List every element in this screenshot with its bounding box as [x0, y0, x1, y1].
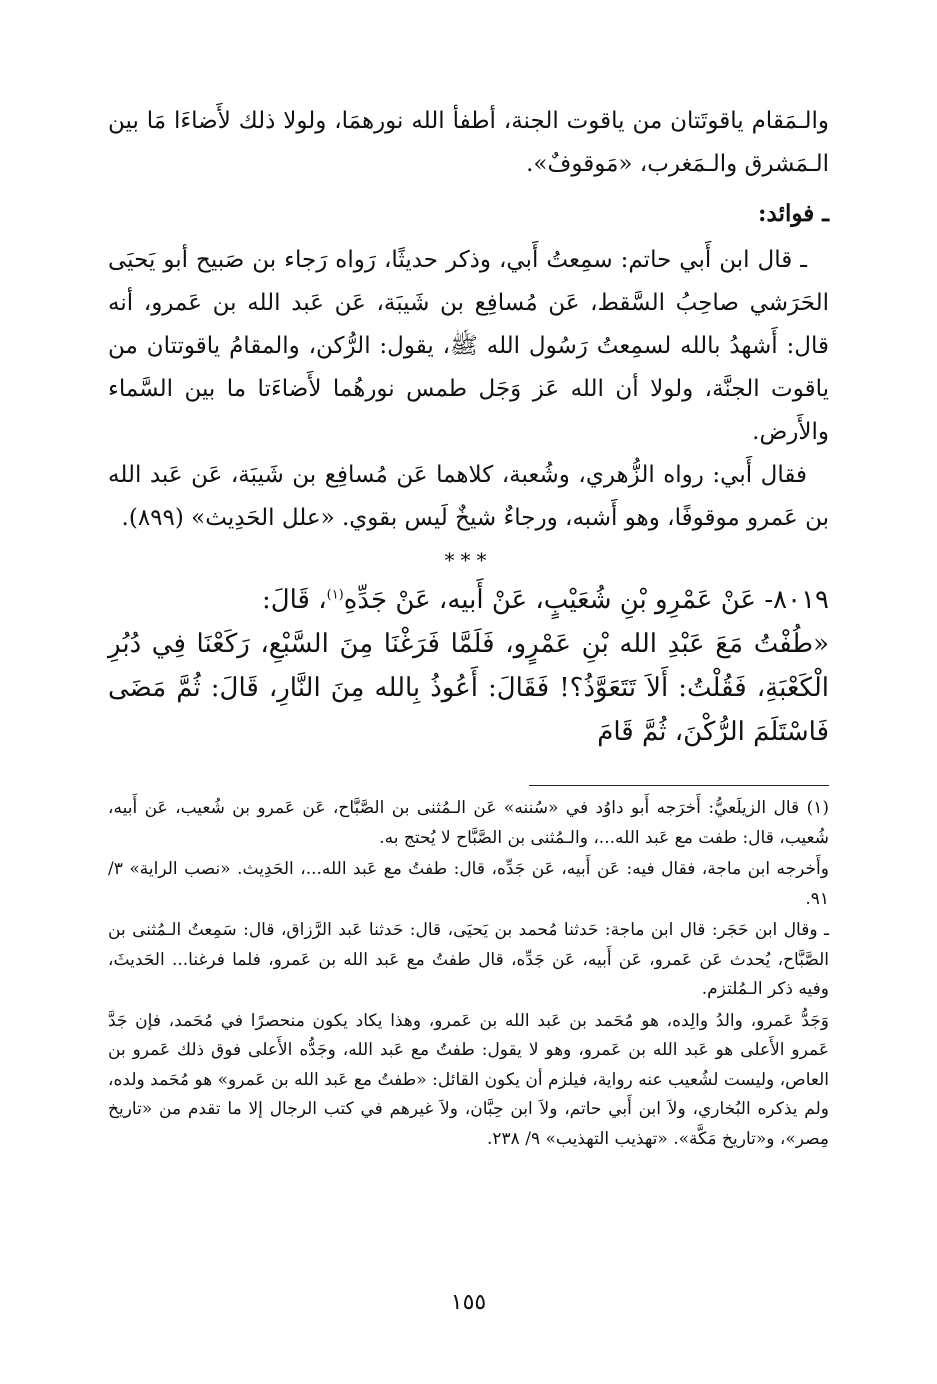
section-heading: ـ فوائد: — [758, 200, 829, 227]
hadith-8019 — [108, 578, 829, 622]
page-number: ١٥٥ — [450, 1290, 487, 1315]
paragraph-abi-comment: فقال أَبي: رواه الزُّهري، وشُعبة، كلاهما عَن مُسافِع بن شَيبَة، عَن عَبد الله بن عَمرو موقوفًا، وهو أَشبه، ورجاءٌ شيخٌ لَيس بقوي. «علل الحَدِيث» (٨٩٩). — [108, 462, 829, 531]
main-text — [108, 100, 829, 754]
footnote-zaylai: (١) قال الزيلَعيُّ: أَخرَجه أَبو داوُد في «سُننه» عَن الـمُثنى بن الصَّبَّاح، عَن عَمرو بن شُعيب، عَن أَبيه، شُعيب، قال: طفت مع عَبد الله...، والـمُثنى بن الصَّبَّاح لا يُحتج به. — [108, 798, 829, 848]
paragraph-continuation: والـمَقام ياقوتَتان من ياقوت الجنة، أطفأ الله نورهمَا، ولولا ذلك لأَضاءَا مَا بين الـمَشرق والـمَغرب، «مَوقوفٌ». — [108, 108, 829, 177]
footnote-ibn-hajar: ـ وقال ابن حَجَر: قال ابن ماجة: حَدثنا مُحمد بن يَحيَى، قال: حَدثنا عَبد الرَّزاق، قال: سَمِعتُ الـمُثنى بن الصَّبَّاح، يُحدث عَن عَمرو، عَن أَبيه، عَن جَدِّه، قال طفتُ مع عَبد الله بن عَمرو، فلما فرغنا... الحَديثَ، وفيه ذكر الـمُلتزم. — [108, 920, 829, 999]
hadith-number: ٨٠١٩- — [764, 585, 829, 615]
hadith-text: «طُفْتُ مَعَ عَبْدِ الله بْنِ عَمْرٍو، فَلَمَّا فَرَغْنَا مِنَ السَّبْعِ، رَكَعْنَا فِي دُبُرِ الْكَعْبَةِ، فَقُلْتُ: أَلاَ تَتَعَوَّذُ؟! فَقَالَ: أَعُوذُ بِالله مِنَ النَّارِ، قَالَ: ثُمَّ مَضَى فَاسْتَلَمَ الرُّكْنَ، ثُمَّ قَامَ — [108, 629, 829, 747]
hadith-chain-end: ، قَالَ: — [261, 585, 327, 615]
footnotes — [108, 794, 829, 1156]
footnote-ref[interactable]: (١) — [326, 587, 344, 603]
hadith-chain: عَنْ عَمْرِو بْنِ شُعَيْبٍ، عَنْ أَبيه، عَنْ جَدِّهِ — [343, 585, 757, 615]
footnote-grandfather: وَجَدُّ عَمرو، والدُ والِده، هو مُحَمد بن عَبد الله بن عَمرو، وهذا يكاد يكون منحصرًا في مُحَمد، فإن جَدَّ عَمرو الأَعلى هو عَبد الله بن عَمرو، وهو لا يقول: طفتُ مع عَبد الله، وجَدُّه الأَعلى فوق ذلك عَمرو بن العاص، وليست لشُعيب عنه رواية، فيلزم أن يكون القائل: «طفتُ مع عَبد الله بن عَمرو» هو مُحَمد ولده، ولم يذكره البُخاري، ولاَ ابن أَبي حاتم، ولاَ ابن حِبَّان، ولاَ غيرهم في كتب الرجال إلا ما تقدم من «تاريخ مِصر»، و«تاريخ مَكَّة». «تهذيب التهذيب» ٩/ ٢٣٨. — [108, 1010, 829, 1149]
footnote-ibn-majah: وأَخرجه ابن ماجة، فقال فيه: عَن أَبيه، عَن جَدِّه، قال: طفتُ مع عَبد الله...، الحَدِيث. «نصب الراية» ٣/ ٩١. — [108, 859, 829, 909]
separator-stars: *** — [444, 548, 493, 572]
footnote-divider — [529, 785, 829, 786]
paragraph-ibn-abi-hatim: ـ قال ابن أَبي حاتم: سمِعتُ أَبي، وذكر حديثًا، رَواه رَجاء بن صَبيح أبو يَحيَى الحَرَشي صاحِبُ السَّقط، عَن مُسافِع بن شَيبَة، عَن عَبد الله بن عَمرو، أنه قال: أَشهدُ بالله لسمِعتُ رَسُول الله ﷺ، يقول: الرُّكن، والمقامُ ياقوتتان من ياقوت الجنَّة، ولولا أن الله عَز وَجَل طمس نورهُما لأَضاءَتا ما بين السَّماء والأَرض. — [108, 247, 829, 445]
